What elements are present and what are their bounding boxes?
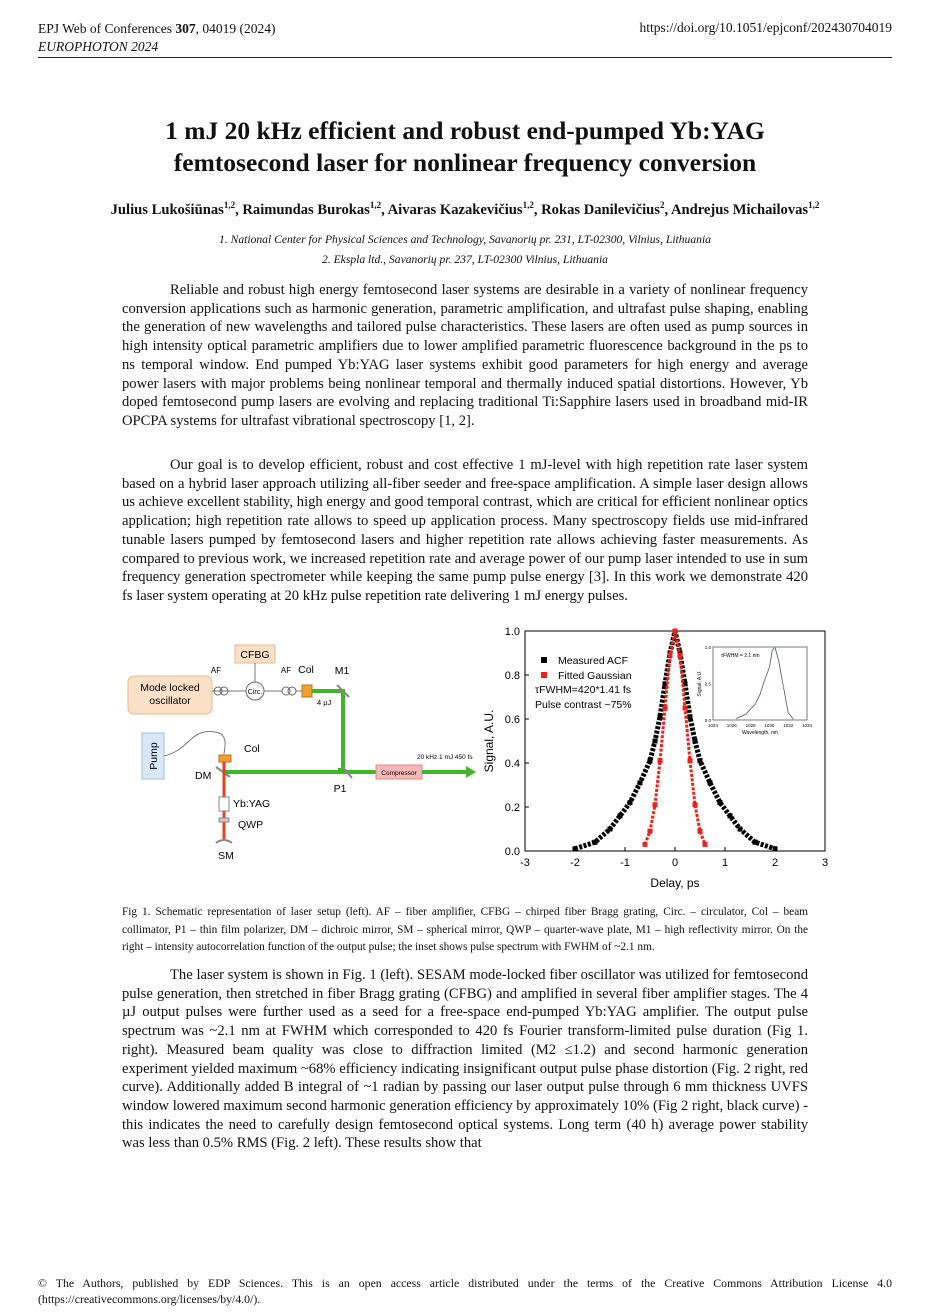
pump-label: Pump (148, 742, 160, 770)
inset-spectrum-point (764, 679, 766, 681)
x-tick-label: -1 (620, 857, 630, 869)
y-axis-label: Signal, A.U. (482, 709, 496, 773)
circulator-label: Circ. (247, 689, 263, 696)
inset-x-tick-label: 1026 (726, 723, 737, 728)
af-label-1: AF (210, 666, 222, 675)
inset-x-tick-label: 1024 (707, 723, 719, 728)
sm-label: SM (218, 850, 234, 862)
cfbg-label: CFBG (240, 649, 270, 661)
inset-spectrum-point (769, 667, 771, 669)
inset-spectrum-point (787, 712, 789, 714)
legend-fitted: Fitted Gaussian (558, 670, 632, 682)
legend-measured: Measured ACF (558, 655, 629, 667)
legend-marker-measured (541, 657, 547, 663)
y-tick-label: 0.0 (504, 846, 520, 858)
x-tick-label: 2 (771, 857, 779, 869)
x-tick-label: -2 (570, 857, 580, 869)
header-rule (38, 57, 892, 58)
journal-line: EPJ Web of Conferences 307, 04019 (2024) (38, 21, 276, 36)
author-list: Julius Lukošiūnas$^{1,2}$, Raimundas Burokas$^{1,2}$, Aivaras Kazakevičius$^{1,2}$, Rokas Danilevičius$^2$, Andrejus Michailovas$^{1,2}$ (110, 200, 820, 218)
inset-spectrum-point (774, 646, 776, 648)
inset-x-tick-label: 1034 (801, 723, 813, 728)
y-tick-label: 0.4 (504, 758, 520, 770)
body-paragraph-3: The laser system is shown in Fig. 1 (left). SESAM mode-locked fiber oscillator was utilized for femtosecond pulse generation, then stretched in fiber Bragg grating (CFBG) and amplified in several fiber amplifier stages. The 4 µJ output pulses were further used as a seed for a free-space end-pumped Yb:YAG amplifier. The output pulse spectrum was ~2.1 nm at FWHM which corresponded to 420 fs Fourier transform-limited pulse duration (Fig 1. right). Measured beam quality was close to diffraction limited (M2 ≤1.2) and second harmonic generation experiment yielded maximum ~68% efficiency indicating insignificant output pulse phase distortion (Fig. 2 right, red curve). Additionally added B integral of ~1 radian by passing our laser output pulse through 6 mm thickness UVFS window lowered maximum second harmonic generation efficiency by approximately 10% (Fig 2 right, black curve) - this indicates the need to carefully design femtosecond optical systems. Long term (40 h) average power stability was less than 0.5% RMS (Fig. 2 left). These results show that (122, 967, 808, 1152)
laser-setup-schematic (120, 640, 510, 870)
p1-label: P1 (333, 783, 347, 795)
af-label-2: AF (280, 666, 292, 675)
inset-spectrum-point (759, 694, 761, 696)
inset-spectrum-point (778, 661, 780, 663)
doi-link[interactable]: https://doi.org/10.1051/epjconf/202430704019 (639, 20, 892, 35)
event-name: EUROPHOTON 2024 (38, 39, 159, 54)
legend-marker-fitted (541, 672, 547, 678)
author: Raimundas Burokas (242, 201, 370, 218)
dm-label: DM (195, 770, 212, 782)
inset-spectrum-point (792, 718, 794, 720)
y-tick-label: 1.0 (504, 626, 520, 638)
x-tick-label: 3 (821, 857, 829, 869)
ybyag-label: Yb:YAG (233, 798, 271, 810)
y-tick-label: 0.2 (504, 802, 520, 814)
author: Rokas Danilevičius (541, 201, 660, 218)
m1-label: M1 (334, 665, 350, 677)
author: Julius Lukošiūnas (110, 201, 224, 218)
inset-x-tick-label: 1032 (783, 723, 794, 728)
inset-x-label: Wavelength, nm (742, 730, 778, 736)
body-paragraph-1: Reliable and robust high energy femtosecond laser systems are desirable in a variety of nonlinear frequency conversion applications such as harmonic generation, parametric amplification, and ultrafast pulse shaping, enabling the generation of new wavelengths and tailored pulse characteristics. These lasers are often used as pump sources in high intensity optical parametric amplifiers due to lower amplified parametric fluorescence background in the ps to ns temporal window. End pumped Yb:YAG laser systems exhibit good parameters for high energy and average power lasers with major problems being nonlinear temporal and thermally induced spatial distortions. However, Yb doped femtosecond pump lasers are evolving and replacing traditional Ti:Sapphire lasers used in broadband mid-IR OPCPA systems for ultrafast vibrational spectroscopy [1, 2]. (122, 282, 808, 429)
inset-spectrum-point (745, 713, 747, 715)
spectrum-inset (697, 645, 813, 736)
col-label-bottom: Col (244, 743, 260, 755)
author: Andrejus Michailovas (670, 201, 809, 218)
chart-legend (535, 655, 632, 711)
y-tick-label: 0.6 (504, 714, 520, 726)
x-tick-label: 0 (671, 857, 679, 869)
x-tick-label: 1 (721, 857, 729, 869)
affiliation-1: 1. National Center for Physical Sciences and Technology, Savanorių pr. 231, LT-02300, Vilnius, Lithuania (219, 233, 711, 246)
acf-chart (480, 620, 840, 895)
inset-spectrum-point (736, 718, 738, 720)
oscillator-label-2: oscillator (149, 695, 191, 707)
figure-caption: Fig 1. Schematic representation of laser setup (left). AF – fiber amplifier, CFBG – chirped fiber Bragg grating, Circ. – circulator, Col – beam collimator, P1 – thin film polarizer, DM – dichroic mirror, SM – spherical mirror, QWP – quarter-wave plate, M1 – high reflectivity mirror. On the right – intensity autocorrelation function of the output pulse; the inset shows pulse spectrum with FWHM of ~2.1 nm. (122, 906, 808, 953)
inset-y-tick-label: 1.0 (704, 645, 711, 650)
affiliation-2: 2. Ekspla ltd., Savanorių pr. 237, LT-02300 Vilnius, Lithuania (322, 253, 608, 266)
qwp-label: QWP (238, 819, 264, 831)
annotation-contrast: Pulse contrast ~75% (535, 699, 632, 711)
y-tick-label: 0.8 (504, 670, 520, 682)
compressor-label: Compressor (381, 770, 417, 777)
title-line-2: femtosecond laser for nonlinear frequency conversion (173, 148, 757, 177)
volume-number: 307 (175, 21, 196, 36)
author: Aivaras Kazakevičius (387, 201, 523, 218)
output-label: 20 kHz 1 mJ 450 fs (417, 754, 473, 761)
inset-spectrum-point (771, 650, 773, 652)
title-line-1: 1 mJ 20 kHz efficient and robust end-pumped Yb:YAG (165, 116, 765, 145)
inset-x-tick-label: 1028 (745, 723, 756, 728)
energy-4uj-label: 4 µJ (317, 698, 332, 707)
running-header-left (38, 20, 276, 56)
x-tick-label: -3 (520, 857, 530, 869)
inset-x-tick-label: 1030 (764, 723, 775, 728)
inset-y-label: Signal, A.U. (697, 670, 703, 697)
inset-y-tick-label: 0.0 (704, 718, 711, 723)
body-paragraph-2: Our goal is to develop efficient, robust and cost effective 1 mJ-level with high repetition rate laser system based on a hybrid laser approach utilizing all-fiber seeder and free-space amplification. A simple laser design allows us achieve excellent stability, high energy and good temporal contrast, which are critical for efficient nonlinear optics application; high repetition rate allows to speed up application process. Many spectroscopy fields use mid-infrared tunable lasers pumped by femtosecond lasers and higher repetition rate allows achieving faster measurements. As compared to previous work, we increased repetition rate and average power of our pump laser intended to use in sum frequency generation spectrometer while keeping the same pump pulse energy [3]. In this work we demonstrate 420 fs laser system operating at 20 kHz pulse repetition rate delivering 1 mJ energy pulses. (122, 457, 808, 604)
annotation-tau: τFWHM=420*1.41 fs (535, 684, 632, 696)
license-footer: © The Authors, published by EDP Sciences. This is an open access article distributed under the terms of the Creative Commons Attribution License 4.0 (https://creativecommons.org/licenses/by/4.0/). (38, 1276, 892, 1306)
inset-fwhm-label: τFWHM = 2.1 nm (721, 653, 760, 659)
inset-spectrum-point (783, 686, 785, 688)
oscillator-label-1: Mode locked (140, 682, 200, 694)
paper-title (60, 115, 870, 179)
inset-spectrum-point (754, 703, 756, 705)
col-label-top: Col (298, 664, 314, 676)
inset-y-tick-label: 0.5 (704, 681, 711, 687)
x-axis-label: Delay, ps (650, 876, 700, 890)
